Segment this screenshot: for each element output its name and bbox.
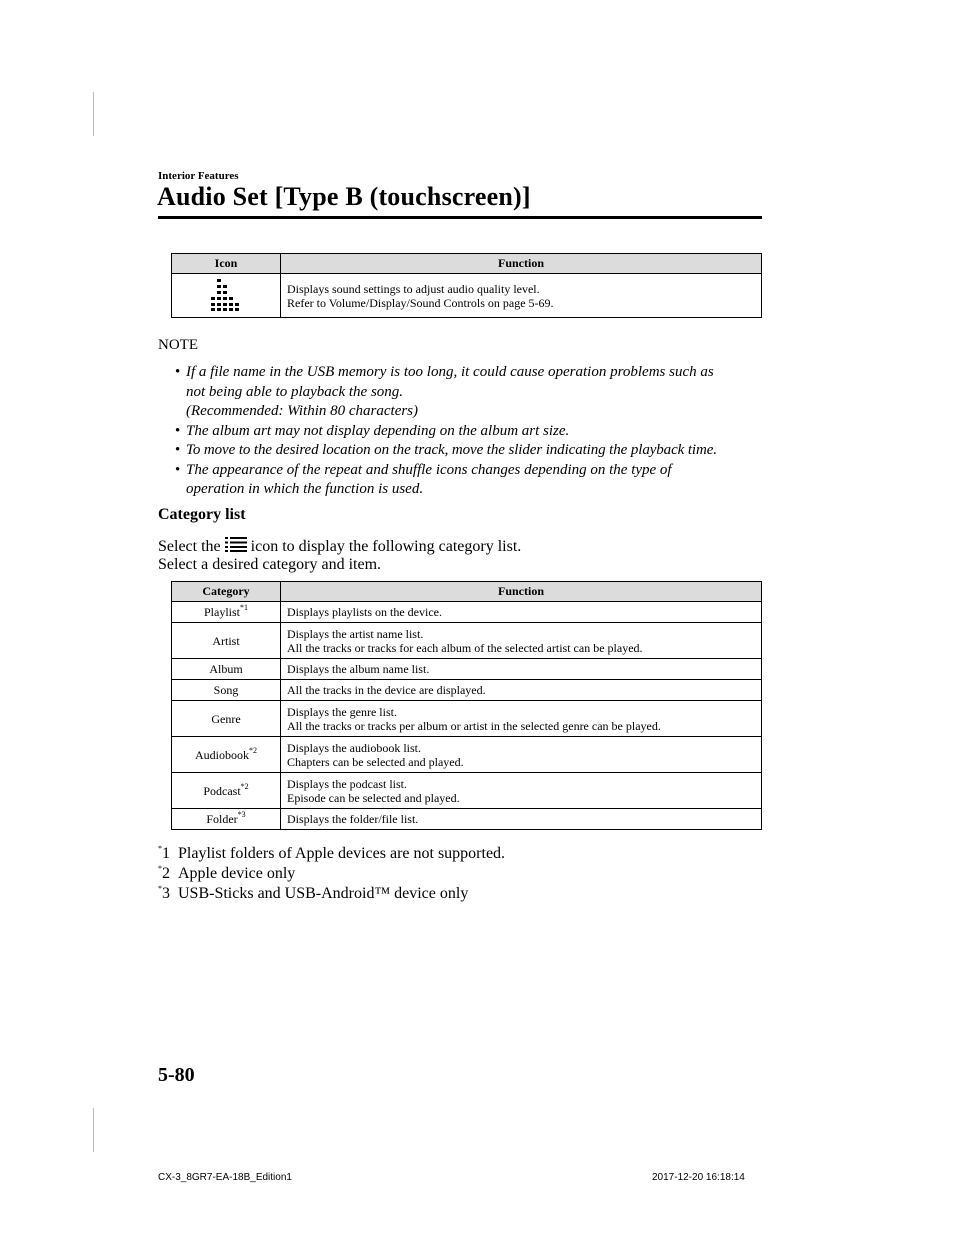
category-cell bbox=[172, 773, 281, 809]
footnote-number: 3 bbox=[162, 885, 170, 902]
footer-doc-id: CX-3_8GR7-EA-18B_Edition1 bbox=[158, 1172, 292, 1183]
note-list bbox=[175, 363, 775, 500]
category-label: Genre bbox=[211, 711, 241, 726]
function-column-header: Function bbox=[281, 582, 762, 602]
icon-column-header: Icon bbox=[172, 254, 281, 274]
category-cell bbox=[172, 701, 281, 737]
table-row bbox=[172, 680, 762, 701]
footnote-mark: * bbox=[158, 863, 162, 873]
function-line: Displays playlists on the device. bbox=[287, 605, 442, 619]
page-title: Audio Set [Type B (touchscreen)] bbox=[157, 182, 531, 211]
note-line: operation in which the function is used. bbox=[186, 481, 424, 497]
list-icon bbox=[225, 536, 247, 552]
function-line: All the tracks in the device are displayed. bbox=[287, 683, 486, 697]
function-line: Displays the folder/file list. bbox=[287, 812, 419, 826]
bullet-icon: • bbox=[175, 422, 181, 439]
bullet-icon: • bbox=[175, 442, 181, 458]
function-cell bbox=[281, 737, 762, 773]
footer-timestamp: 2017-12-20 16:18:14 bbox=[652, 1172, 745, 1183]
note-line: The album art may not display depending on the album art size. bbox=[186, 422, 570, 439]
category-instruction-2: Select a desired category and item. bbox=[158, 556, 382, 573]
function-cell bbox=[281, 701, 762, 737]
category-function-table bbox=[171, 581, 762, 830]
trim-mark-bottom bbox=[93, 1108, 94, 1152]
footnote bbox=[158, 885, 468, 903]
function-column-header: Function bbox=[281, 254, 762, 274]
function-cell bbox=[281, 773, 762, 809]
function-cell bbox=[281, 809, 762, 830]
title-rule bbox=[158, 216, 762, 219]
function-cell bbox=[281, 623, 762, 659]
footnote-ref: *2 bbox=[240, 781, 249, 791]
category-label: Audiobook bbox=[195, 747, 249, 762]
page-number: 5-80 bbox=[158, 1064, 195, 1086]
note-item bbox=[175, 441, 775, 461]
footnote-text: USB-Sticks and USB-Android™ device only bbox=[178, 885, 469, 902]
icon-function-table bbox=[171, 253, 762, 318]
trim-mark-top bbox=[93, 92, 94, 136]
category-instruction bbox=[158, 536, 521, 556]
note-line: The appearance of the repeat and shuffle icons changes depending on the type of bbox=[186, 461, 672, 478]
note-item bbox=[175, 461, 775, 500]
footnote-mark: * bbox=[158, 883, 162, 893]
table-row bbox=[172, 737, 762, 773]
footnote bbox=[158, 845, 505, 863]
function-line: Displays the album name list. bbox=[287, 662, 430, 676]
footnote-number: 2 bbox=[162, 865, 170, 882]
category-cell bbox=[172, 602, 281, 623]
footnote-text: Apple device only bbox=[178, 865, 296, 882]
category-cell bbox=[172, 659, 281, 680]
function-cell bbox=[281, 680, 762, 701]
function-line: Displays the artist name list. bbox=[287, 626, 424, 641]
table-header-row bbox=[172, 254, 762, 274]
category-label: Album bbox=[209, 662, 243, 676]
function-line: Displays the audiobook list. bbox=[287, 740, 421, 755]
function-line: All the tracks or tracks for each album of the selected artist can be played. bbox=[287, 640, 643, 655]
category-cell bbox=[172, 737, 281, 773]
note-line: To move to the desired location on the track, move the slider indicating the playback time. bbox=[186, 442, 717, 458]
note-heading: NOTE bbox=[158, 337, 198, 353]
table-row bbox=[172, 274, 762, 318]
table-row bbox=[172, 659, 762, 680]
instruction-text: icon to display the following category list. bbox=[250, 538, 522, 555]
footnote-mark: * bbox=[158, 843, 162, 853]
function-line: Refer to Volume/Display/Sound Controls on page 5-69. bbox=[287, 295, 554, 310]
note-line: If a file name in the USB memory is too long, it could cause operation problems such as bbox=[186, 364, 714, 380]
function-cell bbox=[281, 602, 762, 623]
footnote-ref: *2 bbox=[249, 745, 257, 755]
function-line: All the tracks or tracks per album or artist in the selected genre can be played. bbox=[287, 718, 661, 733]
table-row bbox=[172, 773, 762, 809]
icon-cell bbox=[172, 274, 281, 318]
footnote bbox=[158, 865, 295, 883]
function-line: Displays sound settings to adjust audio quality level. bbox=[287, 281, 540, 296]
bullet-icon: • bbox=[175, 364, 181, 380]
note-item bbox=[175, 363, 775, 422]
table-row bbox=[172, 623, 762, 659]
category-column-header: Category bbox=[172, 582, 281, 602]
footnote-ref: *1 bbox=[240, 603, 248, 612]
category-cell bbox=[172, 809, 281, 830]
category-label: Artist bbox=[212, 633, 240, 648]
category-cell bbox=[172, 623, 281, 659]
table-row bbox=[172, 602, 762, 623]
section-label: Interior Features bbox=[158, 170, 239, 182]
note-item bbox=[175, 422, 775, 442]
function-line: Displays the genre list. bbox=[287, 704, 397, 719]
footnote-text: Playlist folders of Apple devices are not supported. bbox=[178, 845, 506, 862]
table-header-row bbox=[172, 582, 762, 602]
note-line: not being able to playback the song. bbox=[186, 383, 404, 400]
category-list-heading: Category list bbox=[158, 506, 246, 523]
function-line: Displays the podcast list. bbox=[287, 776, 407, 791]
category-label: Folder bbox=[206, 812, 238, 826]
function-cell bbox=[281, 659, 762, 680]
instruction-text: Select the bbox=[158, 538, 221, 555]
bullet-icon: • bbox=[175, 461, 181, 478]
category-cell bbox=[172, 680, 281, 701]
category-label: Playlist bbox=[203, 605, 240, 619]
note-line: (Recommended: Within 80 characters) bbox=[186, 403, 419, 419]
category-label: Podcast bbox=[203, 783, 241, 798]
function-line: Episode can be selected and played. bbox=[287, 790, 460, 805]
footnote-number: 1 bbox=[162, 845, 170, 862]
function-line: Chapters can be selected and played. bbox=[287, 754, 464, 769]
footnote-ref: *3 bbox=[237, 810, 246, 819]
table-row bbox=[172, 809, 762, 830]
category-label: Song bbox=[213, 683, 239, 697]
function-cell bbox=[281, 274, 762, 318]
sound-settings-equalizer-icon bbox=[207, 277, 245, 311]
table-row bbox=[172, 701, 762, 737]
